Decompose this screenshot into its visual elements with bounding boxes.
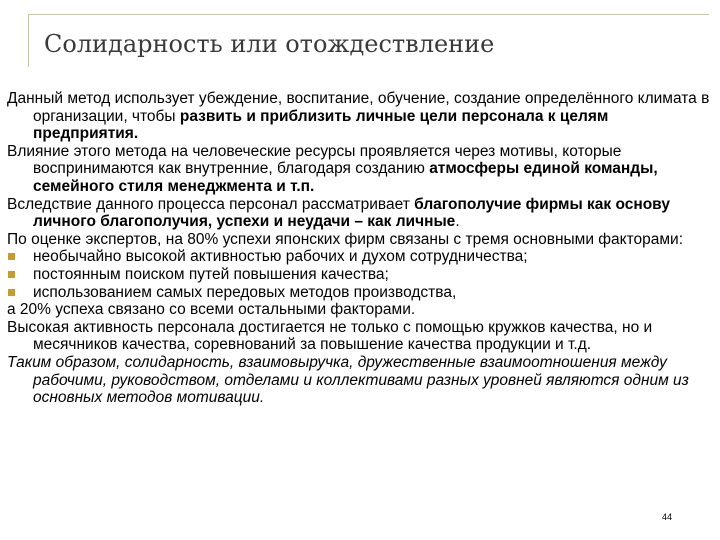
slide-body — [7, 90, 713, 407]
list-item — [7, 284, 713, 302]
paragraph-emphasis: атмосферы единой команды, семейного стиля менеджмента и т.п. — [33, 160, 658, 195]
square-bullet-icon — [8, 271, 15, 278]
list-item — [7, 266, 713, 284]
paragraph-emphasis: развить и приблизить личные цели персонала к целям предприятия. — [33, 107, 609, 143]
paragraph-conclusion: Таким образом, солидарность, взаимовыручка, дружественные взаимоотношения между рабочими, руководством, отделами и коллективами разных уровней являются одним из основных методов мотивации. — [7, 353, 689, 407]
paragraph-text: Данный метод использует убеждение, воспитание, обучение, создание определённого климата в организации, чтобы — [7, 90, 710, 125]
list-item — [7, 248, 713, 266]
paragraph-text: Вследствие данного процесса персонал рассматривает — [7, 195, 415, 213]
paragraph-experts: По оценке экспертов, на 80% успехи японских фирм связаны с тремя основными факторами: — [7, 230, 684, 248]
slide-title: Солидарность или отождествление — [44, 30, 495, 58]
list-item-text: необычайно высокой активностью рабочих и духом сотрудничества; — [33, 248, 528, 266]
paragraph-influence — [7, 143, 713, 196]
square-bullet-icon — [8, 289, 15, 296]
paragraph-emphasis: благополучие фирмы как основу личного благополучия, успехи и неудачи – как личные — [33, 195, 670, 231]
paragraph-remaining: а 20% успеха связано со всеми остальными факторами. — [7, 301, 416, 319]
paragraph-method — [7, 90, 713, 143]
paragraph-consequence — [7, 196, 713, 231]
list-item-text: постоянным поиском путей повышения качества; — [33, 265, 389, 283]
page-number: 44 — [662, 512, 673, 522]
list-item-text: использованием самых передовых методов производства, — [33, 283, 457, 301]
paragraph-activity: Высокая активность персонала достигается не только с помощью кружков качества, но и месячников качества, соревнований за повышение качества продукции и т.д. — [7, 318, 653, 354]
square-bullet-icon — [8, 253, 15, 260]
paragraph-text: . — [455, 213, 460, 231]
paragraph-text: Влияние этого метода на человеческие ресурсы проявляется через мотивы, которые воспринимаются как внутренние, благодаря созданию — [7, 142, 622, 178]
